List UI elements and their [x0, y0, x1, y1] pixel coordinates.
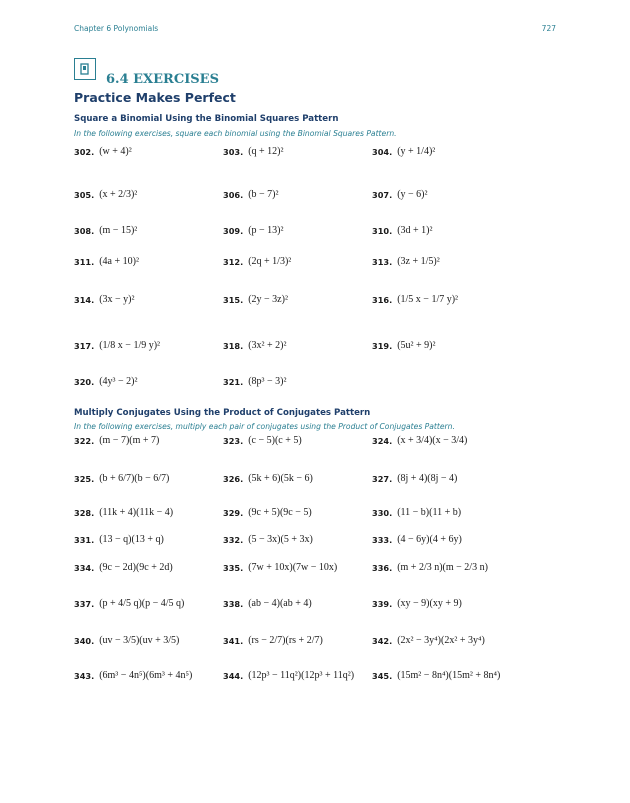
- exercise-item: [372, 507, 461, 518]
- exercise-item: [372, 670, 500, 681]
- exercise-number: 345.: [372, 670, 393, 681]
- exercise-number: 324.: [372, 435, 393, 446]
- exercise-expression: (m − 15)²: [99, 225, 138, 236]
- exercise-number: 319.: [372, 340, 393, 351]
- exercise-expression: (p + 4/5 q)(p − 4/5 q): [99, 598, 185, 609]
- exercise-expression: (y − 6)²: [397, 189, 428, 200]
- exercise-number: 308.: [74, 225, 95, 236]
- exercise-item: [223, 507, 312, 518]
- exercise-number: 321.: [223, 376, 244, 387]
- exercise-expression: (9c − 2d)(9c + 2d): [99, 562, 173, 573]
- exercise-number: 338.: [223, 598, 244, 609]
- section-title: 6.4 EXERCISES: [106, 72, 219, 87]
- exercise-item: [74, 146, 132, 157]
- exercise-number: 331.: [74, 534, 95, 545]
- exercise-number: 339.: [372, 598, 393, 609]
- exercise-item: [74, 225, 137, 236]
- exercise-number: 320.: [74, 376, 95, 387]
- exercise-item: [223, 534, 313, 545]
- exercise-expression: (12p³ − 11q²)(12p³ + 11q²): [248, 670, 355, 681]
- exercise-expression: (xy − 9)(xy + 9): [397, 598, 462, 609]
- exercise-number: 336.: [372, 562, 393, 573]
- exercise-expression: (w + 4)²: [99, 146, 132, 157]
- exercise-number: 340.: [74, 635, 95, 646]
- exercise-number: 317.: [74, 340, 95, 351]
- exercise-number: 334.: [74, 562, 95, 573]
- exercise-expression: (1/8 x − 1/9 y)²: [99, 340, 161, 351]
- exercise-item: [74, 534, 164, 545]
- exercise-number: 330.: [372, 507, 393, 518]
- exercise-item: [74, 435, 159, 446]
- exercise-icon: [74, 58, 96, 80]
- exercise-item: [372, 340, 436, 351]
- exercise-item: [74, 562, 173, 573]
- exercise-item: [74, 189, 137, 200]
- exercise-expression: (2q + 1/3)²: [248, 256, 292, 267]
- exercise-item: [372, 435, 467, 446]
- exercise-expression: (3x − y)²: [99, 294, 135, 305]
- exercise-item: [223, 225, 284, 236]
- exercise-number: 328.: [74, 507, 95, 518]
- exercise-number: 303.: [223, 146, 244, 157]
- exercise-expression: (2x² − 3y⁴)(2x² + 3y⁴): [397, 635, 485, 646]
- exercise-expression: (9c + 5)(9c − 5): [248, 507, 312, 518]
- exercise-item: [372, 256, 440, 267]
- exercise-expression: (3z + 1/5)²: [397, 256, 440, 267]
- page-number: 727: [541, 24, 556, 33]
- exercise-item: [223, 473, 313, 484]
- exercise-item: [223, 256, 291, 267]
- exercise-number: 329.: [223, 507, 244, 518]
- exercise-expression: (8p³ − 3)²: [248, 376, 287, 387]
- exercise-number: 316.: [372, 294, 393, 305]
- group1-instruction: In the following exercises, square each binomial using the Binomial Squares Pattern.: [74, 129, 397, 138]
- exercise-number: 341.: [223, 635, 244, 646]
- exercise-item: [223, 376, 287, 387]
- exercise-item: [74, 294, 135, 305]
- exercise-expression: (x + 3/4)(x − 3/4): [397, 435, 468, 446]
- exercise-expression: (5k + 6)(5k − 6): [248, 473, 313, 484]
- exercise-item: [223, 670, 354, 681]
- exercise-item: [372, 294, 458, 305]
- exercise-number: 309.: [223, 225, 244, 236]
- exercise-expression: (b + 6/7)(b − 6/7): [99, 473, 170, 484]
- exercise-number: 315.: [223, 294, 244, 305]
- exercise-number: 333.: [372, 534, 393, 545]
- exercise-item: [372, 146, 435, 157]
- exercise-number: 325.: [74, 473, 95, 484]
- exercise-expression: (11k + 4)(11k − 4): [99, 507, 174, 518]
- exercise-expression: (8j + 4)(8j − 4): [397, 473, 458, 484]
- exercise-item: [74, 340, 160, 351]
- exercise-number: 335.: [223, 562, 244, 573]
- exercise-item: [74, 670, 192, 681]
- exercise-number: 311.: [74, 256, 95, 267]
- exercise-number: 323.: [223, 435, 244, 446]
- exercise-number: 307.: [372, 189, 393, 200]
- exercise-item: [372, 562, 488, 573]
- exercise-expression: (rs − 2/7)(rs + 2/7): [248, 635, 323, 646]
- exercise-item: [223, 189, 279, 200]
- exercise-expression: (5u² + 9)²: [397, 340, 436, 351]
- exercise-expression: (m + 2/3 n)(m − 2/3 n): [397, 562, 488, 573]
- exercise-expression: (1/5 x − 1/7 y)²: [397, 294, 459, 305]
- exercise-expression: (4y³ − 2)²: [99, 376, 138, 387]
- exercise-number: 312.: [223, 256, 244, 267]
- exercise-item: [372, 473, 457, 484]
- exercise-expression: (q + 12)²: [248, 146, 284, 157]
- section-subtitle: Practice Makes Perfect: [74, 90, 236, 105]
- exercise-number: 304.: [372, 146, 393, 157]
- exercise-expression: (p − 13)²: [248, 225, 284, 236]
- exercise-number: 342.: [372, 635, 393, 646]
- exercise-number: 305.: [74, 189, 95, 200]
- exercise-item: [74, 473, 169, 484]
- exercise-item: [223, 598, 312, 609]
- exercise-number: 343.: [74, 670, 95, 681]
- exercise-number: 302.: [74, 146, 95, 157]
- exercise-item: [223, 562, 337, 573]
- exercise-expression: (15m² − 8n⁴)(15m² + 8n⁴): [397, 670, 501, 681]
- exercise-expression: (5 − 3x)(5 + 3x): [248, 534, 313, 545]
- exercise-expression: (uv − 3/5)(uv + 3/5): [99, 635, 180, 646]
- exercise-number: 322.: [74, 435, 95, 446]
- exercise-expression: (13 − q)(13 + q): [99, 534, 164, 545]
- exercise-item: [74, 635, 179, 646]
- exercise-item: [223, 340, 287, 351]
- exercise-expression: (c − 5)(c + 5): [248, 435, 302, 446]
- exercise-item: [372, 635, 485, 646]
- group2-heading: Multiply Conjugates Using the Product of Conjugates Pattern: [74, 408, 371, 418]
- exercise-item: [74, 598, 184, 609]
- exercise-expression: (x + 2/3)²: [99, 189, 138, 200]
- exercise-number: 310.: [372, 225, 393, 236]
- exercise-expression: (4 − 6y)(4 + 6y): [397, 534, 462, 545]
- exercise-number: 314.: [74, 294, 95, 305]
- exercise-item: [223, 146, 284, 157]
- exercise-expression: (2y − 3z)²: [248, 294, 288, 305]
- exercise-number: 337.: [74, 598, 95, 609]
- group2-instruction: In the following exercises, multiply each pair of conjugates using the Product of Conjugates Pattern.: [74, 422, 455, 431]
- exercise-item: [372, 598, 462, 609]
- exercise-number: 313.: [372, 256, 393, 267]
- exercise-item: [223, 435, 302, 446]
- exercise-expression: (y + 1/4)²: [397, 146, 436, 157]
- exercise-expression: (3d + 1)²: [397, 225, 433, 236]
- exercise-item: [223, 635, 323, 646]
- exercise-number: 326.: [223, 473, 244, 484]
- exercise-item: [74, 256, 139, 267]
- exercise-number: 332.: [223, 534, 244, 545]
- exercise-expression: (6m³ − 4n⁵)(6m³ + 4n⁵): [99, 670, 193, 681]
- exercise-number: 306.: [223, 189, 244, 200]
- exercise-item: [223, 294, 288, 305]
- exercise-expression: (ab − 4)(ab + 4): [248, 598, 312, 609]
- exercise-expression: (m − 7)(m + 7): [99, 435, 160, 446]
- exercise-item: [372, 225, 433, 236]
- exercise-number: 327.: [372, 473, 393, 484]
- exercise-expression: (11 − b)(11 + b): [397, 507, 462, 518]
- exercise-item: [372, 189, 428, 200]
- exercise-number: 318.: [223, 340, 244, 351]
- exercise-item: [372, 534, 462, 545]
- exercise-number: 344.: [223, 670, 244, 681]
- exercise-item: [74, 376, 138, 387]
- exercise-expression: (b − 7)²: [248, 189, 279, 200]
- group1-heading: Square a Binomial Using the Binomial Squares Pattern: [74, 114, 339, 124]
- exercise-expression: (4a + 10)²: [99, 256, 139, 267]
- exercise-expression: (7w + 10x)(7w − 10x): [248, 562, 338, 573]
- exercise-item: [74, 507, 173, 518]
- chapter-header: Chapter 6 Polynomials: [74, 24, 159, 33]
- exercise-expression: (3x² + 2)²: [248, 340, 287, 351]
